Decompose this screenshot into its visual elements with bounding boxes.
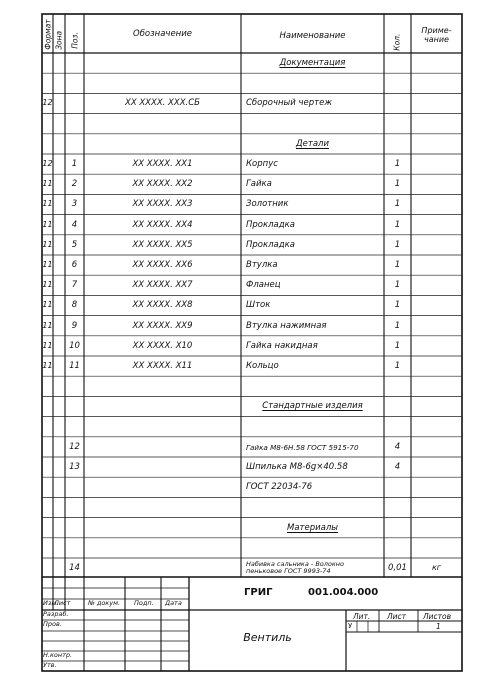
cell-qty: 4 bbox=[394, 462, 401, 472]
table-row bbox=[0, 437, 477, 457]
cell-name: Набивка сальника - Волокно пеньковое ГОСТ 9993-74 bbox=[246, 560, 345, 576]
tb-doc-number: 001.004.000 bbox=[308, 587, 379, 598]
header-zone: Зона bbox=[54, 30, 64, 50]
tb-listov: Листов bbox=[423, 612, 452, 621]
cell-qty: 1 bbox=[394, 340, 401, 351]
table-row bbox=[0, 194, 477, 214]
cell-name: Прокладка bbox=[246, 239, 295, 250]
cell-pos: 11 bbox=[69, 361, 80, 371]
cell-pos: 3 bbox=[71, 199, 78, 210]
cell-name: Втулка bbox=[246, 260, 278, 270]
cell-designation: XX XXXX. XX5 bbox=[132, 239, 193, 250]
table-row bbox=[0, 235, 477, 255]
cell-qty: 1 bbox=[394, 159, 401, 169]
cell-designation: XX XXXX. XX3 bbox=[132, 199, 193, 210]
cell-format: 11 bbox=[42, 199, 53, 209]
cell-qty: 1 bbox=[394, 320, 401, 331]
cell-pos: 14 bbox=[69, 563, 80, 573]
table-row bbox=[0, 114, 477, 134]
table-row bbox=[0, 134, 477, 154]
cell-format: 11 bbox=[42, 340, 53, 350]
tb-nkontr: Н.контр. bbox=[43, 651, 73, 659]
cell-format: 11 bbox=[42, 280, 53, 290]
cell-designation: XX XXXX. X10 bbox=[132, 340, 193, 351]
header-format: Формат bbox=[43, 19, 53, 50]
table-row bbox=[0, 376, 477, 396]
cell-pos: 4 bbox=[71, 219, 78, 230]
cell-pos: 6 bbox=[71, 260, 78, 270]
table-row bbox=[0, 295, 477, 315]
cell-name: Детали bbox=[296, 138, 329, 149]
cell-name: Втулка нажимная bbox=[246, 320, 327, 331]
cell-name: Шпилька М8-6g×40.58 bbox=[246, 462, 348, 472]
table-row bbox=[0, 154, 477, 174]
cell-qty: 1 bbox=[394, 179, 401, 190]
tb-izm-label: Изм. bbox=[43, 599, 59, 607]
tb-lit: Лит. bbox=[353, 612, 371, 621]
cell-name: Гайка М8-6Н.58 ГОСТ 5915-70 bbox=[246, 442, 359, 452]
cell-name: Прокладка bbox=[246, 219, 295, 230]
cell-name: Корпус bbox=[246, 159, 278, 169]
cell-format: 11 bbox=[42, 300, 53, 310]
cell-name: Фланец bbox=[246, 280, 281, 291]
cell-qty: 1 bbox=[394, 239, 401, 250]
cell-name: Шток bbox=[246, 300, 271, 311]
cell-pos: 8 bbox=[71, 300, 78, 311]
cell-format: 11 bbox=[42, 260, 53, 269]
table-row bbox=[0, 275, 477, 295]
cell-name: Сборочный чертеж bbox=[246, 98, 332, 109]
table-row bbox=[0, 558, 477, 578]
cell-pos: 10 bbox=[69, 340, 80, 351]
cell-name: Кольцо bbox=[246, 361, 279, 371]
table-row bbox=[0, 356, 477, 376]
tb-list-label: Лист bbox=[54, 599, 71, 607]
tb-data-label: Дата bbox=[165, 599, 182, 607]
cell-name: Золотник bbox=[246, 199, 289, 210]
cell-designation: XX XXXX. XX8 bbox=[132, 300, 193, 311]
tb-prov: Пров. bbox=[43, 620, 62, 628]
cell-pos: 2 bbox=[71, 179, 78, 190]
cell-qty: 1 bbox=[394, 300, 401, 311]
cell-format: 12 bbox=[42, 98, 53, 108]
header-designation: Обозначение bbox=[133, 29, 192, 39]
cell-qty: 0,01 bbox=[388, 563, 407, 573]
cell-pos: 13 bbox=[69, 462, 80, 472]
table-row bbox=[0, 215, 477, 235]
tb-title: Вентиль bbox=[243, 631, 292, 644]
cell-designation: XX XXXX. XXX.СБ bbox=[125, 98, 200, 109]
cell-format: 12 bbox=[42, 159, 53, 168]
table-row bbox=[0, 255, 477, 275]
cell-designation: XX XXXX. XX7 bbox=[132, 280, 193, 291]
cell-designation: XX XXXX. XX1 bbox=[132, 159, 193, 169]
table-row bbox=[0, 316, 477, 336]
tb-list: Лист bbox=[387, 612, 407, 621]
tb-podp-label: Подп. bbox=[134, 599, 154, 607]
cell-format: 11 bbox=[42, 179, 53, 189]
tb-org: ГРИГ bbox=[244, 587, 273, 598]
cell-name: ГОСТ 22034-76 bbox=[246, 482, 313, 493]
cell-designation: XX XXXX. XX2 bbox=[132, 179, 193, 190]
cell-name: Гайка накидная bbox=[246, 340, 318, 351]
table-row bbox=[0, 518, 477, 538]
table-row bbox=[0, 457, 477, 477]
header-pos: Поз. bbox=[70, 32, 80, 49]
cell-designation: XX XXXX. XX4 bbox=[132, 219, 193, 230]
table-row bbox=[0, 417, 477, 437]
table-row bbox=[0, 93, 477, 113]
table-row bbox=[0, 396, 477, 416]
cell-designation: XX XXXX. XX6 bbox=[132, 260, 193, 270]
cell-name: Стандартные изделия bbox=[262, 401, 363, 412]
cell-pos: 1 bbox=[71, 159, 78, 169]
cell-designation: XX XXXX. X11 bbox=[132, 361, 193, 371]
table-row bbox=[0, 538, 477, 558]
cell-designation: XX XXXX. XX9 bbox=[132, 320, 193, 331]
cell-qty: 4 bbox=[394, 441, 401, 452]
header-qty: Кол. bbox=[392, 33, 402, 51]
table-row bbox=[0, 497, 477, 517]
cell-qty: 1 bbox=[394, 260, 401, 270]
cell-pos: 9 bbox=[71, 320, 78, 331]
cell-format: 11 bbox=[42, 239, 53, 249]
cell-pos: 7 bbox=[71, 280, 78, 291]
cell-qty: 1 bbox=[394, 280, 401, 291]
table-row bbox=[0, 477, 477, 497]
tb-utv: Утв. bbox=[43, 661, 57, 669]
cell-format: 11 bbox=[42, 219, 53, 229]
cell-qty: 1 bbox=[394, 199, 401, 210]
tb-razrab: Разраб. bbox=[43, 610, 69, 618]
cell-qty: 1 bbox=[394, 361, 401, 371]
table-row bbox=[0, 336, 477, 356]
table-row bbox=[0, 174, 477, 194]
cell-note: кг bbox=[431, 563, 442, 572]
cell-pos: 5 bbox=[71, 239, 78, 250]
cell-format: 11 bbox=[42, 320, 53, 330]
table-row bbox=[0, 53, 477, 73]
header-note: Приме- чание bbox=[421, 26, 452, 45]
table-row bbox=[0, 73, 477, 93]
cell-name: Гайка bbox=[246, 179, 272, 190]
cell-pos: 12 bbox=[69, 441, 80, 452]
cell-name: Документация bbox=[279, 58, 346, 68]
cell-qty: 1 bbox=[394, 219, 401, 230]
cell-format: 11 bbox=[42, 361, 53, 370]
tb-lit-value: У bbox=[348, 622, 353, 630]
cell-name: Материалы bbox=[287, 522, 338, 533]
tb-listov-value: 1 bbox=[436, 622, 441, 631]
tb-ndoc-label: № докум. bbox=[88, 599, 121, 607]
header-name: Наименование bbox=[279, 31, 346, 41]
